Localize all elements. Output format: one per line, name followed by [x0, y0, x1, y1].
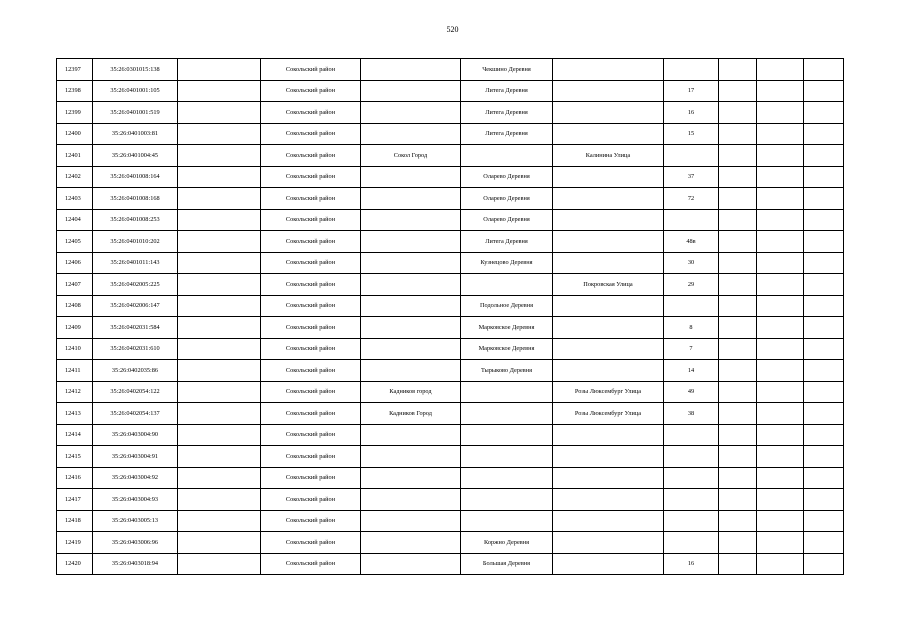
- cell-house-number: [664, 489, 719, 511]
- cell-house-number: [664, 209, 719, 231]
- cell-extra-2: [757, 532, 804, 554]
- cell-extra-1: [719, 467, 757, 489]
- table-row: [57, 80, 844, 102]
- cell-row-number: 12413: [57, 403, 93, 425]
- cell-row-number: 12403: [57, 188, 93, 210]
- cell-house-number: 8: [664, 317, 719, 339]
- cell-row-number: 12397: [57, 59, 93, 81]
- cell-city: [361, 80, 461, 102]
- cell-street: Покровская Улица: [553, 274, 664, 296]
- cell-row-number: 12415: [57, 446, 93, 468]
- table-row: [57, 489, 844, 511]
- cell-extra-2: [757, 467, 804, 489]
- cell-city: [361, 489, 461, 511]
- cell-settlement: Коржно Деревня: [461, 532, 553, 554]
- cell-empty-column: [178, 317, 261, 339]
- cell-settlement: Литега Деревня: [461, 80, 553, 102]
- table-row: [57, 274, 844, 296]
- cell-row-number: 12414: [57, 424, 93, 446]
- cell-street: [553, 338, 664, 360]
- cell-district: Сокольский район: [261, 102, 361, 124]
- cell-city: [361, 59, 461, 81]
- cell-empty-column: [178, 403, 261, 425]
- cell-street: [553, 102, 664, 124]
- table-row: [57, 188, 844, 210]
- cell-city: [361, 553, 461, 575]
- cell-street: [553, 252, 664, 274]
- cell-settlement: [461, 381, 553, 403]
- cell-settlement: Оларево Деревня: [461, 166, 553, 188]
- cell-cadastral-number: 35:26:0401008:168: [93, 188, 178, 210]
- table-row: [57, 59, 844, 81]
- cell-cadastral-number: 35:26:0403004:90: [93, 424, 178, 446]
- cell-settlement: Подольное Деревня: [461, 295, 553, 317]
- cell-district: Сокольский район: [261, 510, 361, 532]
- cell-empty-column: [178, 123, 261, 145]
- cell-row-number: 12405: [57, 231, 93, 253]
- cell-row-number: 12408: [57, 295, 93, 317]
- cell-district: Сокольский район: [261, 489, 361, 511]
- cell-city: [361, 532, 461, 554]
- cell-extra-2: [757, 446, 804, 468]
- cell-empty-column: [178, 80, 261, 102]
- cell-settlement: Литега Деревня: [461, 102, 553, 124]
- cell-extra-1: [719, 252, 757, 274]
- cell-settlement: Тырыково Деревня: [461, 360, 553, 382]
- cell-extra-1: [719, 188, 757, 210]
- cell-city: [361, 231, 461, 253]
- cell-district: Сокольский район: [261, 403, 361, 425]
- cell-cadastral-number: 35:26:0403004:93: [93, 489, 178, 511]
- cell-cadastral-number: 35:26:0402054:137: [93, 403, 178, 425]
- cell-extra-3: [804, 188, 844, 210]
- cell-district: Сокольский район: [261, 252, 361, 274]
- cell-extra-2: [757, 424, 804, 446]
- cell-empty-column: [178, 489, 261, 511]
- cell-cadastral-number: 35:26:0401003:81: [93, 123, 178, 145]
- cell-extra-2: [757, 489, 804, 511]
- cell-extra-2: [757, 59, 804, 81]
- cell-empty-column: [178, 381, 261, 403]
- cell-house-number: 14: [664, 360, 719, 382]
- cell-extra-1: [719, 489, 757, 511]
- cell-house-number: 16: [664, 553, 719, 575]
- cell-district: Сокольский район: [261, 467, 361, 489]
- table-row: [57, 360, 844, 382]
- cell-settlement: [461, 274, 553, 296]
- cell-extra-3: [804, 80, 844, 102]
- cell-district: Сокольский район: [261, 274, 361, 296]
- cell-city: [361, 317, 461, 339]
- cell-city: [361, 123, 461, 145]
- cell-settlement: Оларево Деревня: [461, 209, 553, 231]
- table-row: [57, 510, 844, 532]
- cell-empty-column: [178, 252, 261, 274]
- cell-cadastral-number: 35:26:0301015:138: [93, 59, 178, 81]
- cell-extra-1: [719, 381, 757, 403]
- table-row: [57, 252, 844, 274]
- cell-extra-1: [719, 274, 757, 296]
- cell-extra-1: [719, 403, 757, 425]
- cell-street: Розы Люксембург Улица: [553, 381, 664, 403]
- cell-settlement: Большая Деревня: [461, 553, 553, 575]
- cell-empty-column: [178, 166, 261, 188]
- table-row: [57, 446, 844, 468]
- cell-city: [361, 338, 461, 360]
- cell-extra-1: [719, 553, 757, 575]
- cell-cadastral-number: 35:26:0402031:584: [93, 317, 178, 339]
- cell-extra-2: [757, 553, 804, 575]
- cell-cadastral-number: 35:26:0403005:13: [93, 510, 178, 532]
- cell-district: Сокольский район: [261, 360, 361, 382]
- cell-street: Калинина Улица: [553, 145, 664, 167]
- cell-extra-3: [804, 338, 844, 360]
- cell-city: [361, 446, 461, 468]
- table-row: [57, 166, 844, 188]
- cell-empty-column: [178, 338, 261, 360]
- cell-extra-2: [757, 145, 804, 167]
- cell-city: [361, 424, 461, 446]
- cell-settlement: [461, 424, 553, 446]
- cell-extra-3: [804, 403, 844, 425]
- cell-house-number: 30: [664, 252, 719, 274]
- cell-settlement: [461, 510, 553, 532]
- cell-extra-2: [757, 403, 804, 425]
- cell-extra-3: [804, 274, 844, 296]
- cell-empty-column: [178, 188, 261, 210]
- cell-cadastral-number: 35:26:0401004:45: [93, 145, 178, 167]
- table-row: [57, 338, 844, 360]
- cell-extra-1: [719, 231, 757, 253]
- cell-extra-3: [804, 102, 844, 124]
- cell-settlement: [461, 145, 553, 167]
- cell-extra-2: [757, 295, 804, 317]
- cell-extra-2: [757, 381, 804, 403]
- cell-district: Сокольский район: [261, 80, 361, 102]
- cell-street: [553, 424, 664, 446]
- cell-street: [553, 553, 664, 575]
- cell-district: Сокольский район: [261, 209, 361, 231]
- cell-extra-3: [804, 59, 844, 81]
- cell-extra-3: [804, 123, 844, 145]
- cell-row-number: 12401: [57, 145, 93, 167]
- cell-cadastral-number: 35:26:0401011:143: [93, 252, 178, 274]
- cell-district: Сокольский район: [261, 188, 361, 210]
- cell-extra-2: [757, 188, 804, 210]
- cell-extra-1: [719, 338, 757, 360]
- cell-extra-3: [804, 360, 844, 382]
- cell-settlement: [461, 467, 553, 489]
- cell-street: [553, 123, 664, 145]
- cell-extra-1: [719, 166, 757, 188]
- cell-district: Сокольский район: [261, 123, 361, 145]
- cell-street: [553, 489, 664, 511]
- cell-extra-3: [804, 145, 844, 167]
- cell-row-number: 12398: [57, 80, 93, 102]
- cell-street: [553, 188, 664, 210]
- cell-district: Сокольский район: [261, 553, 361, 575]
- table-row: [57, 102, 844, 124]
- cell-row-number: 12412: [57, 381, 93, 403]
- cell-settlement: Марковское Деревня: [461, 338, 553, 360]
- cell-extra-1: [719, 209, 757, 231]
- cell-extra-2: [757, 231, 804, 253]
- cell-street: Розы Люксембург Улица: [553, 403, 664, 425]
- cell-cadastral-number: 35:26:0402006:147: [93, 295, 178, 317]
- cell-street: [553, 231, 664, 253]
- cell-empty-column: [178, 532, 261, 554]
- cell-cadastral-number: 35:26:0401010:202: [93, 231, 178, 253]
- cell-house-number: [664, 532, 719, 554]
- cell-street: [553, 360, 664, 382]
- cell-empty-column: [178, 510, 261, 532]
- cell-empty-column: [178, 59, 261, 81]
- cell-house-number: [664, 424, 719, 446]
- cell-empty-column: [178, 274, 261, 296]
- cell-street: [553, 59, 664, 81]
- cell-cadastral-number: 35:26:0402035:86: [93, 360, 178, 382]
- table-row: [57, 532, 844, 554]
- cell-row-number: 12410: [57, 338, 93, 360]
- cell-house-number: 37: [664, 166, 719, 188]
- cell-row-number: 12409: [57, 317, 93, 339]
- cell-house-number: 49: [664, 381, 719, 403]
- cell-street: [553, 317, 664, 339]
- cell-house-number: [664, 295, 719, 317]
- cell-extra-3: [804, 446, 844, 468]
- cell-extra-2: [757, 274, 804, 296]
- cell-row-number: 12399: [57, 102, 93, 124]
- cell-empty-column: [178, 360, 261, 382]
- cell-empty-column: [178, 553, 261, 575]
- cell-cadastral-number: 35:26:0401008:164: [93, 166, 178, 188]
- cell-empty-column: [178, 102, 261, 124]
- cell-empty-column: [178, 295, 261, 317]
- cell-district: Сокольский район: [261, 532, 361, 554]
- cell-extra-1: [719, 424, 757, 446]
- cell-extra-3: [804, 381, 844, 403]
- cell-city: [361, 274, 461, 296]
- cell-extra-1: [719, 317, 757, 339]
- table-row: [57, 145, 844, 167]
- table-row: [57, 403, 844, 425]
- cell-extra-2: [757, 166, 804, 188]
- cell-district: Сокольский район: [261, 231, 361, 253]
- table-row: [57, 467, 844, 489]
- cell-district: Сокольский район: [261, 317, 361, 339]
- cell-row-number: 12404: [57, 209, 93, 231]
- cell-house-number: [664, 59, 719, 81]
- cell-city: [361, 252, 461, 274]
- cell-row-number: 12416: [57, 467, 93, 489]
- cell-city: Кадников город: [361, 381, 461, 403]
- cell-cadastral-number: 35:26:0402031:610: [93, 338, 178, 360]
- cell-house-number: [664, 446, 719, 468]
- cell-district: Сокольский район: [261, 424, 361, 446]
- cell-settlement: Литега Деревня: [461, 231, 553, 253]
- cell-district: Сокольский район: [261, 338, 361, 360]
- cell-extra-2: [757, 338, 804, 360]
- cell-extra-2: [757, 360, 804, 382]
- cell-city: [361, 467, 461, 489]
- cell-row-number: 12417: [57, 489, 93, 511]
- cell-city: [361, 102, 461, 124]
- cell-city: Кадников Город: [361, 403, 461, 425]
- cell-extra-3: [804, 166, 844, 188]
- cell-street: [553, 80, 664, 102]
- table-row: [57, 295, 844, 317]
- cell-empty-column: [178, 231, 261, 253]
- registry-table: [56, 58, 844, 575]
- cell-district: Сокольский район: [261, 295, 361, 317]
- cell-extra-2: [757, 510, 804, 532]
- cell-district: Сокольский район: [261, 381, 361, 403]
- cell-street: [553, 166, 664, 188]
- cell-extra-1: [719, 295, 757, 317]
- cell-empty-column: [178, 424, 261, 446]
- cell-house-number: 17: [664, 80, 719, 102]
- cell-house-number: 72: [664, 188, 719, 210]
- cell-extra-3: [804, 489, 844, 511]
- cell-extra-1: [719, 102, 757, 124]
- cell-settlement: Марковское Деревня: [461, 317, 553, 339]
- cell-city: [361, 295, 461, 317]
- cell-cadastral-number: 35:26:0402005:225: [93, 274, 178, 296]
- cell-settlement: [461, 403, 553, 425]
- cell-extra-1: [719, 446, 757, 468]
- cell-settlement: Литега Деревня: [461, 123, 553, 145]
- cell-row-number: 12419: [57, 532, 93, 554]
- cell-extra-1: [719, 145, 757, 167]
- cell-empty-column: [178, 209, 261, 231]
- cell-extra-1: [719, 360, 757, 382]
- cell-extra-2: [757, 80, 804, 102]
- cell-house-number: 16: [664, 102, 719, 124]
- cell-city: [361, 209, 461, 231]
- cell-extra-3: [804, 209, 844, 231]
- cell-row-number: 12418: [57, 510, 93, 532]
- cell-cadastral-number: 35:26:0401008:253: [93, 209, 178, 231]
- cell-extra-3: [804, 510, 844, 532]
- cell-row-number: 12406: [57, 252, 93, 274]
- cell-settlement: Чекшино Деревня: [461, 59, 553, 81]
- cell-empty-column: [178, 145, 261, 167]
- cell-street: [553, 209, 664, 231]
- cell-extra-2: [757, 252, 804, 274]
- cell-extra-1: [719, 532, 757, 554]
- cell-cadastral-number: 35:26:0403006:96: [93, 532, 178, 554]
- cell-house-number: 15: [664, 123, 719, 145]
- cell-district: Сокольский район: [261, 446, 361, 468]
- cell-extra-3: [804, 231, 844, 253]
- cell-extra-2: [757, 123, 804, 145]
- table-row: [57, 317, 844, 339]
- cell-cadastral-number: 35:26:0401001:519: [93, 102, 178, 124]
- cell-cadastral-number: 35:26:0403004:91: [93, 446, 178, 468]
- cell-extra-3: [804, 553, 844, 575]
- cell-city: [361, 188, 461, 210]
- cell-city: Сокол Город: [361, 145, 461, 167]
- cell-extra-2: [757, 317, 804, 339]
- cell-cadastral-number: 35:26:0402054:122: [93, 381, 178, 403]
- cell-settlement: [461, 446, 553, 468]
- table-row: [57, 424, 844, 446]
- registry-body: [57, 59, 844, 575]
- cell-city: [361, 360, 461, 382]
- cell-extra-1: [719, 59, 757, 81]
- cell-settlement: Оларево Деревня: [461, 188, 553, 210]
- cell-district: Сокольский район: [261, 59, 361, 81]
- cell-street: [553, 510, 664, 532]
- table-row: [57, 553, 844, 575]
- table-row: [57, 209, 844, 231]
- cell-row-number: 12402: [57, 166, 93, 188]
- cell-row-number: 12407: [57, 274, 93, 296]
- cell-district: Сокольский район: [261, 145, 361, 167]
- cell-empty-column: [178, 446, 261, 468]
- cell-house-number: 7: [664, 338, 719, 360]
- cell-row-number: 12420: [57, 553, 93, 575]
- cell-district: Сокольский район: [261, 166, 361, 188]
- cell-extra-3: [804, 467, 844, 489]
- cell-settlement: Кузнецово Деревня: [461, 252, 553, 274]
- cell-extra-3: [804, 295, 844, 317]
- cell-house-number: [664, 467, 719, 489]
- cell-extra-1: [719, 80, 757, 102]
- cell-extra-1: [719, 510, 757, 532]
- cell-cadastral-number: 35:26:0403018:94: [93, 553, 178, 575]
- cell-settlement: [461, 489, 553, 511]
- cell-house-number: 48в: [664, 231, 719, 253]
- cell-city: [361, 510, 461, 532]
- cell-house-number: 29: [664, 274, 719, 296]
- cell-street: [553, 446, 664, 468]
- page-number: 520: [446, 25, 459, 34]
- cell-street: [553, 467, 664, 489]
- cell-empty-column: [178, 467, 261, 489]
- cell-street: [553, 532, 664, 554]
- cell-extra-3: [804, 317, 844, 339]
- cell-cadastral-number: 35:26:0401001:105: [93, 80, 178, 102]
- cell-extra-1: [719, 123, 757, 145]
- cell-city: [361, 166, 461, 188]
- cell-extra-3: [804, 532, 844, 554]
- cell-row-number: 12411: [57, 360, 93, 382]
- cell-house-number: [664, 510, 719, 532]
- cell-house-number: 38: [664, 403, 719, 425]
- cell-extra-2: [757, 102, 804, 124]
- cell-extra-3: [804, 424, 844, 446]
- cell-extra-2: [757, 209, 804, 231]
- cell-row-number: 12400: [57, 123, 93, 145]
- table-row: [57, 123, 844, 145]
- table-row: [57, 381, 844, 403]
- cell-cadastral-number: 35:26:0403004:92: [93, 467, 178, 489]
- table-row: [57, 231, 844, 253]
- cell-house-number: [664, 145, 719, 167]
- cell-extra-3: [804, 252, 844, 274]
- cell-street: [553, 295, 664, 317]
